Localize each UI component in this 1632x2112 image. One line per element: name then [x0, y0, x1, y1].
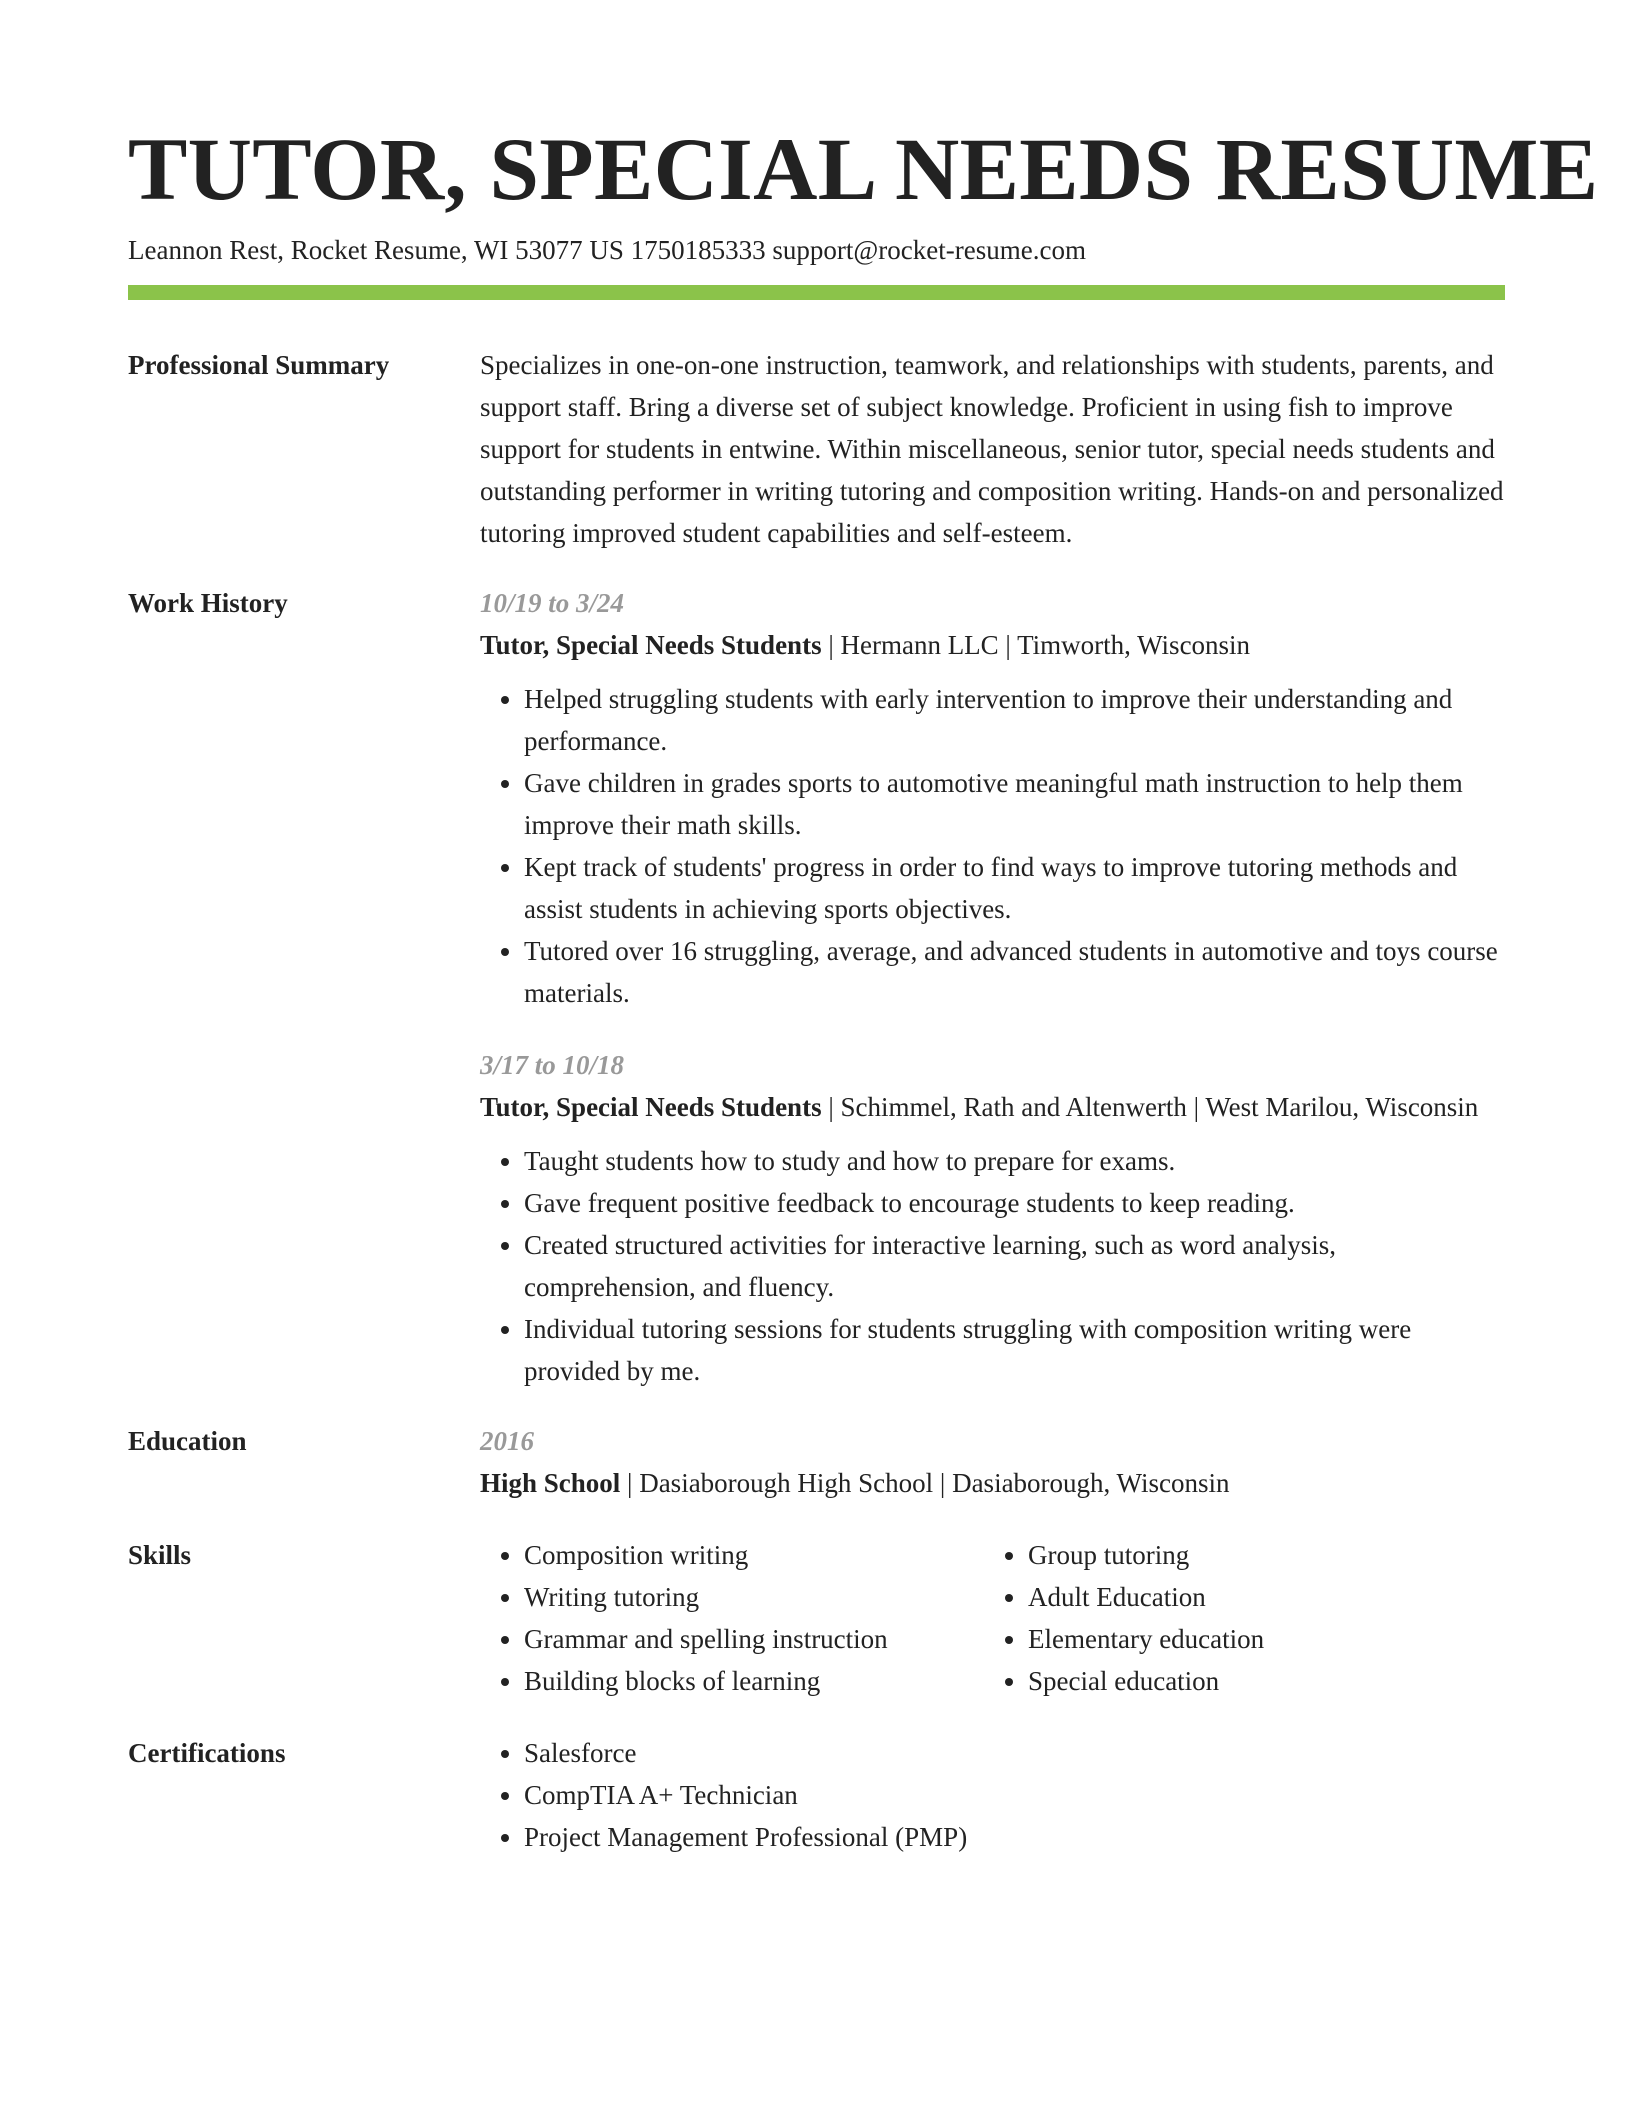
summary-text: Specializes in one-on-one instruction, teamwork, and relationships with students, parents, and support staff. Bring a diverse set of subject knowledge. Proficient in using fish to improve support for students in entwine. Within miscellaneous, senior tutor, special needs students and outstanding performer in writing tutoring and composition writing. Hands-on and personalized tutoring improved student capabilities and self-esteem. — [480, 350, 1504, 548]
job-title: Tutor, Special Needs Students — [480, 1092, 822, 1122]
skills-column-left — [480, 1534, 984, 1702]
resume-page — [128, 118, 1599, 1858]
job-title: Tutor, Special Needs Students — [480, 630, 822, 660]
certifications-list — [480, 1732, 1505, 1858]
list-item: • Gave frequent positive feedback to encourage students to keep reading. — [524, 1182, 1505, 1224]
skills-list-right — [984, 1534, 1505, 1702]
education-heading: Education — [128, 1426, 247, 1456]
skill-item: • Composition writing — [524, 1534, 984, 1576]
skills-list-left — [480, 1534, 984, 1702]
work-history-heading: Work History — [128, 588, 288, 618]
list-item: • Taught students how to study and how to prepare for exams. — [524, 1140, 1505, 1182]
certifications-body — [480, 1732, 1505, 1858]
job-details: | Schimmel, Rath and Altenwerth | West Marilou, Wisconsin — [821, 1092, 1479, 1122]
certifications-section — [128, 1732, 1505, 1858]
job-bullets — [480, 1140, 1505, 1392]
resume-title: TUTOR, SPECIAL NEEDS RESUME — [128, 121, 1599, 219]
education-degree: High School — [480, 1468, 621, 1498]
skills-column-right — [984, 1534, 1505, 1702]
skill-item: • Special education — [1028, 1660, 1505, 1702]
skill-item: • Elementary education — [1028, 1618, 1505, 1660]
summary-section — [128, 344, 1505, 554]
list-item: • Kept track of students' progress in order to find ways to improve tutoring methods and assist students in achieving sports objectives. — [524, 846, 1505, 930]
job-bullets — [480, 678, 1505, 1014]
certifications-heading: Certifications — [128, 1738, 286, 1768]
certification-item: • Salesforce — [524, 1732, 1505, 1774]
list-item: • Helped struggling students with early intervention to improve their understanding and performance. — [524, 678, 1505, 762]
list-item: • Gave children in grades sports to automotive meaningful math instruction to help them improve their math skills. — [524, 762, 1505, 846]
skill-item: • Grammar and spelling instruction — [524, 1618, 984, 1660]
education-year: 2016 — [480, 1426, 534, 1456]
skill-item: • Adult Education — [1028, 1576, 1505, 1618]
job-dates: 3/17 to 10/18 — [480, 1050, 625, 1080]
certification-item: • Project Management Professional (PMP) — [524, 1816, 1505, 1858]
list-item: • Tutored over 16 struggling, average, and advanced students in automotive and toys course materials. — [524, 930, 1505, 1014]
skills-section — [128, 1534, 1505, 1702]
job-entry — [480, 582, 1505, 1014]
skills-body — [480, 1534, 1505, 1702]
certification-item: • CompTIA A+ Technician — [524, 1774, 1505, 1816]
job-dates: 10/19 to 3/24 — [480, 588, 625, 618]
summary-heading: Professional Summary — [128, 350, 390, 380]
education-body — [480, 1420, 1505, 1504]
skills-heading: Skills — [128, 1540, 192, 1570]
job-entry — [480, 1044, 1505, 1392]
work-history-body — [480, 582, 1505, 1392]
job-details: | Hermann LLC | Timworth, Wisconsin — [821, 630, 1251, 660]
skill-item: • Building blocks of learning — [524, 1660, 984, 1702]
work-history-section — [128, 582, 1505, 1392]
list-item: • Created structured activities for interactive learning, such as word analysis, comprehension, and fluency. — [524, 1224, 1505, 1308]
accent-divider — [128, 285, 1505, 300]
education-entry — [480, 1462, 1505, 1504]
education-details: | Dasiaborough High School | Dasiaborough, Wisconsin — [620, 1468, 1230, 1498]
contact-line: Leannon Rest, Rocket Resume, WI 53077 US 1750185333 support@rocket-resume.com — [128, 235, 1086, 265]
job-header — [480, 1086, 1505, 1128]
skill-item: • Group tutoring — [1028, 1534, 1505, 1576]
education-section — [128, 1420, 1505, 1504]
list-item: • Individual tutoring sessions for students struggling with composition writing were provided by me. — [524, 1308, 1505, 1392]
skill-item: • Writing tutoring — [524, 1576, 984, 1618]
job-header — [480, 624, 1505, 666]
